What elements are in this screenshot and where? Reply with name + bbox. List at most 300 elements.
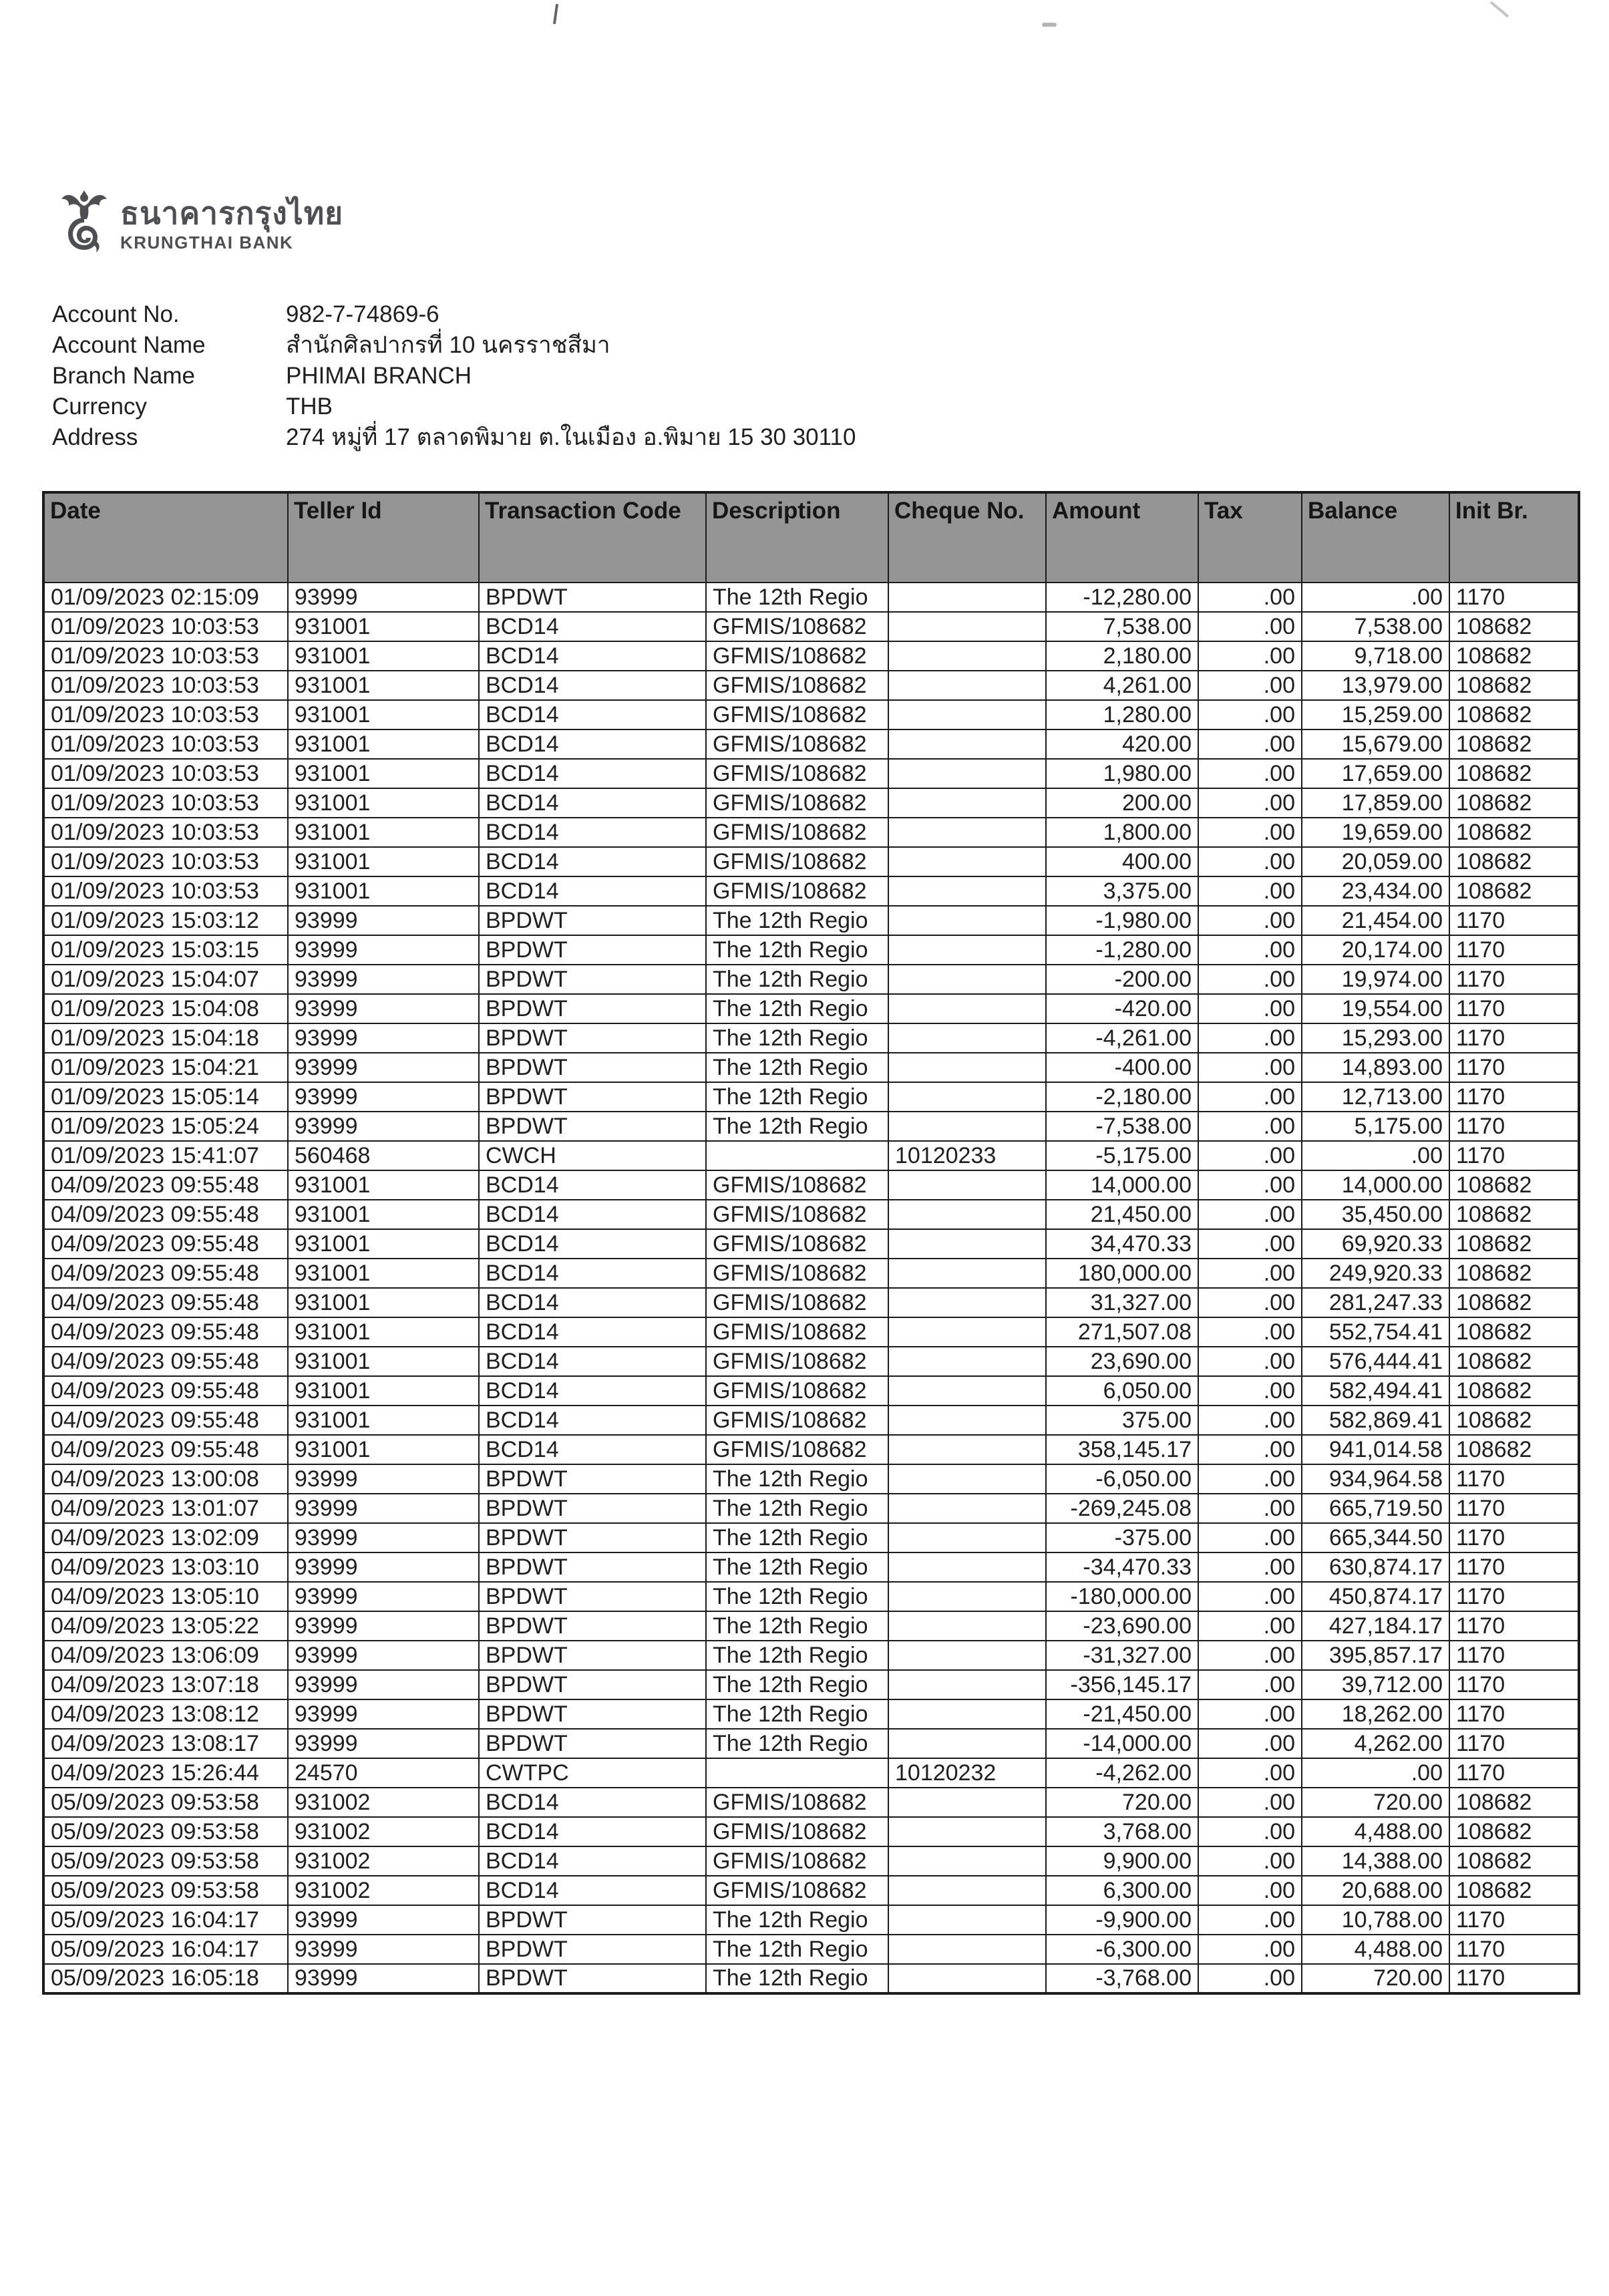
account-name-value: สำนักศิลปากรที่ 10 นครราชสีมา	[286, 332, 610, 358]
cell-transaction-code: BPDWT	[479, 1641, 706, 1670]
cell-cheque-no	[888, 1611, 1046, 1641]
cell-teller-id: 93999	[288, 1494, 479, 1523]
cell-description: The 12th Regio	[706, 1641, 888, 1670]
cell-date: 01/09/2023 10:03:53	[43, 729, 288, 759]
cell-init-br: 1170	[1449, 1905, 1579, 1935]
cell-tax: .00	[1198, 876, 1302, 906]
table-row	[43, 1905, 1579, 1935]
cell-balance: 69,920.33	[1302, 1229, 1449, 1259]
cell-amount: 6,050.00	[1046, 1376, 1198, 1406]
cell-teller-id: 931002	[288, 1846, 479, 1876]
cell-amount: -6,050.00	[1046, 1464, 1198, 1494]
cell-cheque-no	[888, 1729, 1046, 1758]
cell-transaction-code: BCD14	[479, 1788, 706, 1817]
cell-transaction-code: BPDWT	[479, 1670, 706, 1699]
table-row	[43, 906, 1579, 935]
cell-amount: -1,980.00	[1046, 906, 1198, 935]
cell-init-br: 1170	[1449, 965, 1579, 994]
cell-balance: 934,964.58	[1302, 1464, 1449, 1494]
cell-transaction-code: CWCH	[479, 1141, 706, 1170]
cell-description: The 12th Regio	[706, 906, 888, 935]
cell-amount: -4,262.00	[1046, 1758, 1198, 1788]
cell-init-br: 1170	[1449, 1464, 1579, 1494]
cell-balance: 4,262.00	[1302, 1729, 1449, 1758]
cell-date: 01/09/2023 10:03:53	[43, 876, 288, 906]
cell-transaction-code: BCD14	[479, 788, 706, 818]
cell-init-br: 1170	[1449, 1935, 1579, 1964]
cell-date: 01/09/2023 15:05:24	[43, 1112, 288, 1141]
bank-name-english: KRUNGTHAI BANK	[120, 232, 294, 253]
table-row	[43, 965, 1579, 994]
cell-tax: .00	[1198, 1464, 1302, 1494]
table-row	[43, 729, 1579, 759]
cell-teller-id: 931001	[288, 729, 479, 759]
cell-description: GFMIS/108682	[706, 1435, 888, 1464]
cell-balance: 395,857.17	[1302, 1641, 1449, 1670]
cell-cheque-no	[888, 1817, 1046, 1846]
cell-init-br: 108682	[1449, 1376, 1579, 1406]
cell-cheque-no	[888, 1670, 1046, 1699]
cell-description: The 12th Regio	[706, 1552, 888, 1582]
cell-date: 04/09/2023 15:26:44	[43, 1758, 288, 1788]
cell-cheque-no	[888, 1317, 1046, 1347]
cell-description: GFMIS/108682	[706, 700, 888, 729]
cell-date: 04/09/2023 09:55:48	[43, 1170, 288, 1200]
cell-cheque-no	[888, 1552, 1046, 1582]
cell-cheque-no	[888, 1200, 1046, 1229]
cell-init-br: 108682	[1449, 1406, 1579, 1435]
table-row	[43, 1935, 1579, 1964]
cell-cheque-no	[888, 1641, 1046, 1670]
cell-cheque-no	[888, 583, 1046, 612]
table-row	[43, 1523, 1579, 1552]
cell-description: The 12th Regio	[706, 1611, 888, 1641]
cell-balance: 39,712.00	[1302, 1670, 1449, 1699]
cell-balance: 14,893.00	[1302, 1053, 1449, 1082]
cell-cheque-no	[888, 1494, 1046, 1523]
cell-description: The 12th Regio	[706, 1729, 888, 1758]
cell-init-br: 108682	[1449, 612, 1579, 641]
cell-transaction-code: BPDWT	[479, 1112, 706, 1141]
cell-cheque-no	[888, 994, 1046, 1023]
krungthai-bird-logo-icon	[59, 188, 110, 255]
cell-tax: .00	[1198, 759, 1302, 788]
table-row	[43, 1141, 1579, 1170]
cell-amount: 21,450.00	[1046, 1200, 1198, 1229]
cell-cheque-no	[888, 612, 1046, 641]
cell-transaction-code: BPDWT	[479, 1552, 706, 1582]
cell-teller-id: 93999	[288, 1905, 479, 1935]
cell-balance: 720.00	[1302, 1788, 1449, 1817]
col-header-balance: Balance	[1302, 492, 1449, 583]
cell-amount: -269,245.08	[1046, 1494, 1198, 1523]
cell-cheque-no	[888, 1082, 1046, 1112]
account-info	[52, 299, 856, 453]
cell-description: GFMIS/108682	[706, 729, 888, 759]
cell-init-br: 1170	[1449, 1023, 1579, 1053]
cell-amount: -4,261.00	[1046, 1023, 1198, 1053]
cell-init-br: 108682	[1449, 759, 1579, 788]
cell-description: The 12th Regio	[706, 1053, 888, 1082]
cell-balance: 552,754.41	[1302, 1317, 1449, 1347]
cell-cheque-no	[888, 1053, 1046, 1082]
cell-amount: -23,690.00	[1046, 1611, 1198, 1641]
cell-init-br: 108682	[1449, 1435, 1579, 1464]
cell-teller-id: 93999	[288, 1523, 479, 1552]
cell-date: 01/09/2023 10:03:53	[43, 818, 288, 847]
cell-transaction-code: BCD14	[479, 1259, 706, 1288]
cell-teller-id: 931001	[288, 818, 479, 847]
cell-balance: 20,059.00	[1302, 847, 1449, 876]
cell-description: GFMIS/108682	[706, 1170, 888, 1200]
cell-date: 01/09/2023 10:03:53	[43, 759, 288, 788]
table-row	[43, 1200, 1579, 1229]
cell-transaction-code: BPDWT	[479, 1082, 706, 1112]
cell-transaction-code: BCD14	[479, 818, 706, 847]
cell-init-br: 108682	[1449, 1817, 1579, 1846]
cell-init-br: 108682	[1449, 1229, 1579, 1259]
cell-amount: 200.00	[1046, 788, 1198, 818]
cell-date: 04/09/2023 09:55:48	[43, 1406, 288, 1435]
cell-amount: 358,145.17	[1046, 1435, 1198, 1464]
cell-description: The 12th Regio	[706, 935, 888, 965]
cell-init-br: 1170	[1449, 1552, 1579, 1582]
cell-init-br: 1170	[1449, 1611, 1579, 1641]
table-row	[43, 1876, 1579, 1905]
table-row	[43, 1023, 1579, 1053]
table-row	[43, 935, 1579, 965]
cell-cheque-no	[888, 1935, 1046, 1964]
cell-cheque-no	[888, 1523, 1046, 1552]
cell-description: The 12th Regio	[706, 1964, 888, 1993]
cell-transaction-code: BPDWT	[479, 1464, 706, 1494]
table-row	[43, 583, 1579, 612]
cell-tax: .00	[1198, 1611, 1302, 1641]
cell-tax: .00	[1198, 994, 1302, 1023]
cell-transaction-code: BCD14	[479, 876, 706, 906]
cell-transaction-code: BCD14	[479, 1376, 706, 1406]
table-row	[43, 612, 1579, 641]
cell-teller-id: 931001	[288, 759, 479, 788]
cell-description: The 12th Regio	[706, 1523, 888, 1552]
cell-teller-id: 931001	[288, 1406, 479, 1435]
cell-init-br: 1170	[1449, 1494, 1579, 1523]
cell-transaction-code: BCD14	[479, 1200, 706, 1229]
cell-teller-id: 93999	[288, 1112, 479, 1141]
cell-init-br: 108682	[1449, 1259, 1579, 1288]
cell-description: The 12th Regio	[706, 1935, 888, 1964]
cell-init-br: 108682	[1449, 1876, 1579, 1905]
cell-description: GFMIS/108682	[706, 1406, 888, 1435]
cell-date: 01/09/2023 15:04:18	[43, 1023, 288, 1053]
cell-date: 01/09/2023 10:03:53	[43, 671, 288, 700]
cell-date: 04/09/2023 13:06:09	[43, 1641, 288, 1670]
cell-transaction-code: BCD14	[479, 641, 706, 671]
cell-amount: -400.00	[1046, 1053, 1198, 1082]
cell-transaction-code: CWTPC	[479, 1758, 706, 1788]
currency-value: THB	[286, 393, 333, 420]
cell-transaction-code: BCD14	[479, 671, 706, 700]
cell-teller-id: 93999	[288, 1611, 479, 1641]
cell-date: 01/09/2023 15:41:07	[43, 1141, 288, 1170]
cell-tax: .00	[1198, 1846, 1302, 1876]
table-row	[43, 1582, 1579, 1611]
table-row	[43, 1670, 1579, 1699]
cell-tax: .00	[1198, 1876, 1302, 1905]
cell-balance: 941,014.58	[1302, 1435, 1449, 1464]
cell-date: 04/09/2023 09:55:48	[43, 1435, 288, 1464]
cell-teller-id: 931001	[288, 700, 479, 729]
cell-description	[706, 1758, 888, 1788]
cell-transaction-code: BPDWT	[479, 1053, 706, 1082]
cell-transaction-code: BPDWT	[479, 1905, 706, 1935]
cell-init-br: 1170	[1449, 1053, 1579, 1082]
cell-teller-id: 931001	[288, 1347, 479, 1376]
cell-tax: .00	[1198, 1112, 1302, 1141]
cell-teller-id: 93999	[288, 1641, 479, 1670]
cell-amount: 180,000.00	[1046, 1259, 1198, 1288]
table-row	[43, 700, 1579, 729]
cell-amount: -420.00	[1046, 994, 1198, 1023]
cell-init-br: 1170	[1449, 1082, 1579, 1112]
cell-date: 05/09/2023 16:05:18	[43, 1964, 288, 1993]
cell-balance: 35,450.00	[1302, 1200, 1449, 1229]
cell-tax: .00	[1198, 1905, 1302, 1935]
cell-tax: .00	[1198, 641, 1302, 671]
cell-init-br: 108682	[1449, 700, 1579, 729]
table-row	[43, 1435, 1579, 1464]
cell-balance: 20,174.00	[1302, 935, 1449, 965]
scan-speck	[1490, 1, 1509, 18]
cell-date: 01/09/2023 15:04:21	[43, 1053, 288, 1082]
cell-cheque-no	[888, 759, 1046, 788]
cell-teller-id: 93999	[288, 965, 479, 994]
cell-tax: .00	[1198, 1582, 1302, 1611]
cell-balance: 450,874.17	[1302, 1582, 1449, 1611]
cell-amount: 375.00	[1046, 1406, 1198, 1435]
cell-date: 01/09/2023 10:03:53	[43, 847, 288, 876]
cell-cheque-no	[888, 1347, 1046, 1376]
cell-transaction-code: BPDWT	[479, 1964, 706, 1993]
cell-tax: .00	[1198, 671, 1302, 700]
account-no-label: Account No.	[52, 301, 180, 327]
cell-cheque-no	[888, 671, 1046, 700]
cell-init-br: 108682	[1449, 847, 1579, 876]
table-row	[43, 818, 1579, 847]
cell-balance: 23,434.00	[1302, 876, 1449, 906]
cell-description: GFMIS/108682	[706, 1347, 888, 1376]
cell-tax: .00	[1198, 1435, 1302, 1464]
cell-balance: 15,679.00	[1302, 729, 1449, 759]
cell-description: GFMIS/108682	[706, 671, 888, 700]
cell-init-br: 1170	[1449, 1729, 1579, 1758]
cell-tax: .00	[1198, 1376, 1302, 1406]
cell-init-br: 1170	[1449, 935, 1579, 965]
cell-amount: 3,375.00	[1046, 876, 1198, 906]
cell-tax: .00	[1198, 1053, 1302, 1082]
cell-cheque-no	[888, 935, 1046, 965]
cell-tax: .00	[1198, 583, 1302, 612]
cell-tax: .00	[1198, 1406, 1302, 1435]
col-header-tax: Tax	[1198, 492, 1302, 583]
cell-amount: 1,280.00	[1046, 700, 1198, 729]
cell-amount: 6,300.00	[1046, 1876, 1198, 1905]
cell-date: 01/09/2023 15:04:07	[43, 965, 288, 994]
cell-init-br: 108682	[1449, 1347, 1579, 1376]
table-row	[43, 1699, 1579, 1729]
cell-date: 04/09/2023 13:05:10	[43, 1582, 288, 1611]
cell-amount: -31,327.00	[1046, 1641, 1198, 1670]
col-header-init-br: Init Br.	[1449, 492, 1579, 583]
cell-init-br: 1170	[1449, 1582, 1579, 1611]
cell-teller-id: 931002	[288, 1788, 479, 1817]
cell-description: The 12th Regio	[706, 1670, 888, 1699]
cell-date: 01/09/2023 02:15:09	[43, 583, 288, 612]
cell-tax: .00	[1198, 1170, 1302, 1200]
cell-date: 04/09/2023 13:01:07	[43, 1494, 288, 1523]
cell-tax: .00	[1198, 935, 1302, 965]
cell-description: The 12th Regio	[706, 994, 888, 1023]
cell-amount: -180,000.00	[1046, 1582, 1198, 1611]
cell-cheque-no	[888, 847, 1046, 876]
cell-amount: 720.00	[1046, 1788, 1198, 1817]
cell-description: The 12th Regio	[706, 1699, 888, 1729]
cell-amount: -12,280.00	[1046, 583, 1198, 612]
table-row	[43, 1641, 1579, 1670]
cell-date: 04/09/2023 13:00:08	[43, 1464, 288, 1494]
col-header-amount: Amount	[1046, 492, 1198, 583]
cell-cheque-no	[888, 1905, 1046, 1935]
table-row	[43, 994, 1579, 1023]
cell-tax: .00	[1198, 1523, 1302, 1552]
cell-transaction-code: BCD14	[479, 1288, 706, 1317]
cell-balance: .00	[1302, 1141, 1449, 1170]
cell-teller-id: 931001	[288, 641, 479, 671]
cell-description: GFMIS/108682	[706, 876, 888, 906]
table-row	[43, 1229, 1579, 1259]
cell-date: 04/09/2023 13:05:22	[43, 1611, 288, 1641]
cell-teller-id: 931001	[288, 1200, 479, 1229]
table-row	[43, 1259, 1579, 1288]
cell-balance: 12,713.00	[1302, 1082, 1449, 1112]
cell-balance: 15,293.00	[1302, 1023, 1449, 1053]
cell-teller-id: 93999	[288, 1964, 479, 1993]
cell-amount: -356,145.17	[1046, 1670, 1198, 1699]
cell-teller-id: 931001	[288, 1317, 479, 1347]
cell-date: 01/09/2023 10:03:53	[43, 641, 288, 671]
cell-amount: 2,180.00	[1046, 641, 1198, 671]
cell-description	[706, 1141, 888, 1170]
cell-amount: 1,800.00	[1046, 818, 1198, 847]
cell-tax: .00	[1198, 1641, 1302, 1670]
cell-cheque-no	[888, 1788, 1046, 1817]
branch-name-value: PHIMAI BRANCH	[286, 363, 472, 389]
cell-amount: 4,261.00	[1046, 671, 1198, 700]
cell-amount: 420.00	[1046, 729, 1198, 759]
cell-cheque-no	[888, 700, 1046, 729]
cell-date: 01/09/2023 15:05:14	[43, 1082, 288, 1112]
cell-init-br: 108682	[1449, 1170, 1579, 1200]
cell-transaction-code: BCD14	[479, 612, 706, 641]
cell-cheque-no	[888, 1846, 1046, 1876]
cell-teller-id: 931001	[288, 847, 479, 876]
cell-description: GFMIS/108682	[706, 1288, 888, 1317]
cell-description: GFMIS/108682	[706, 641, 888, 671]
cell-teller-id: 931001	[288, 671, 479, 700]
table-row	[43, 876, 1579, 906]
cell-date: 04/09/2023 13:07:18	[43, 1670, 288, 1699]
cell-cheque-no	[888, 1699, 1046, 1729]
cell-tax: .00	[1198, 1259, 1302, 1288]
bank-logo	[59, 188, 343, 255]
cell-balance: 281,247.33	[1302, 1288, 1449, 1317]
cell-tax: .00	[1198, 1552, 1302, 1582]
table-row	[43, 847, 1579, 876]
cell-balance: 576,444.41	[1302, 1347, 1449, 1376]
cell-description: The 12th Regio	[706, 965, 888, 994]
cell-teller-id: 93999	[288, 994, 479, 1023]
cell-balance: 19,659.00	[1302, 818, 1449, 847]
cell-teller-id: 931002	[288, 1817, 479, 1846]
cell-tax: .00	[1198, 965, 1302, 994]
cell-amount: -21,450.00	[1046, 1699, 1198, 1729]
cell-transaction-code: BPDWT	[479, 935, 706, 965]
cell-balance: .00	[1302, 1758, 1449, 1788]
cell-transaction-code: BCD14	[479, 1817, 706, 1846]
cell-cheque-no: 10120233	[888, 1141, 1046, 1170]
cell-tax: .00	[1198, 1788, 1302, 1817]
table-row	[43, 1552, 1579, 1582]
cell-date: 05/09/2023 09:53:58	[43, 1876, 288, 1905]
cell-description: GFMIS/108682	[706, 612, 888, 641]
transactions-table	[42, 491, 1580, 1995]
table-row	[43, 1288, 1579, 1317]
cell-date: 05/09/2023 16:04:17	[43, 1905, 288, 1935]
cell-teller-id: 93999	[288, 1935, 479, 1964]
account-no-value: 982-7-74869-6	[286, 301, 439, 327]
cell-tax: .00	[1198, 788, 1302, 818]
branch-name-label: Branch Name	[52, 363, 195, 389]
cell-tax: .00	[1198, 729, 1302, 759]
table-row	[43, 1846, 1579, 1876]
cell-init-br: 1170	[1449, 906, 1579, 935]
cell-tax: .00	[1198, 1494, 1302, 1523]
cell-date: 04/09/2023 13:02:09	[43, 1523, 288, 1552]
cell-amount: 400.00	[1046, 847, 1198, 876]
cell-tax: .00	[1198, 1141, 1302, 1170]
cell-cheque-no	[888, 1112, 1046, 1141]
cell-cheque-no	[888, 1023, 1046, 1053]
cell-date: 05/09/2023 09:53:58	[43, 1846, 288, 1876]
cell-amount: -1,280.00	[1046, 935, 1198, 965]
cell-tax: .00	[1198, 1317, 1302, 1347]
cell-amount: -5,175.00	[1046, 1141, 1198, 1170]
cell-init-br: 1170	[1449, 1670, 1579, 1699]
cell-tax: .00	[1198, 1935, 1302, 1964]
cell-init-br: 1170	[1449, 1141, 1579, 1170]
cell-tax: .00	[1198, 1023, 1302, 1053]
cell-cheque-no	[888, 1582, 1046, 1611]
cell-balance: 18,262.00	[1302, 1699, 1449, 1729]
cell-description: The 12th Regio	[706, 1023, 888, 1053]
cell-amount: 34,470.33	[1046, 1229, 1198, 1259]
col-header-date: Date	[43, 492, 288, 583]
cell-description: The 12th Regio	[706, 1494, 888, 1523]
cell-teller-id: 931001	[288, 1170, 479, 1200]
table-row	[43, 1347, 1579, 1376]
cell-transaction-code: BPDWT	[479, 1523, 706, 1552]
cell-teller-id: 93999	[288, 583, 479, 612]
